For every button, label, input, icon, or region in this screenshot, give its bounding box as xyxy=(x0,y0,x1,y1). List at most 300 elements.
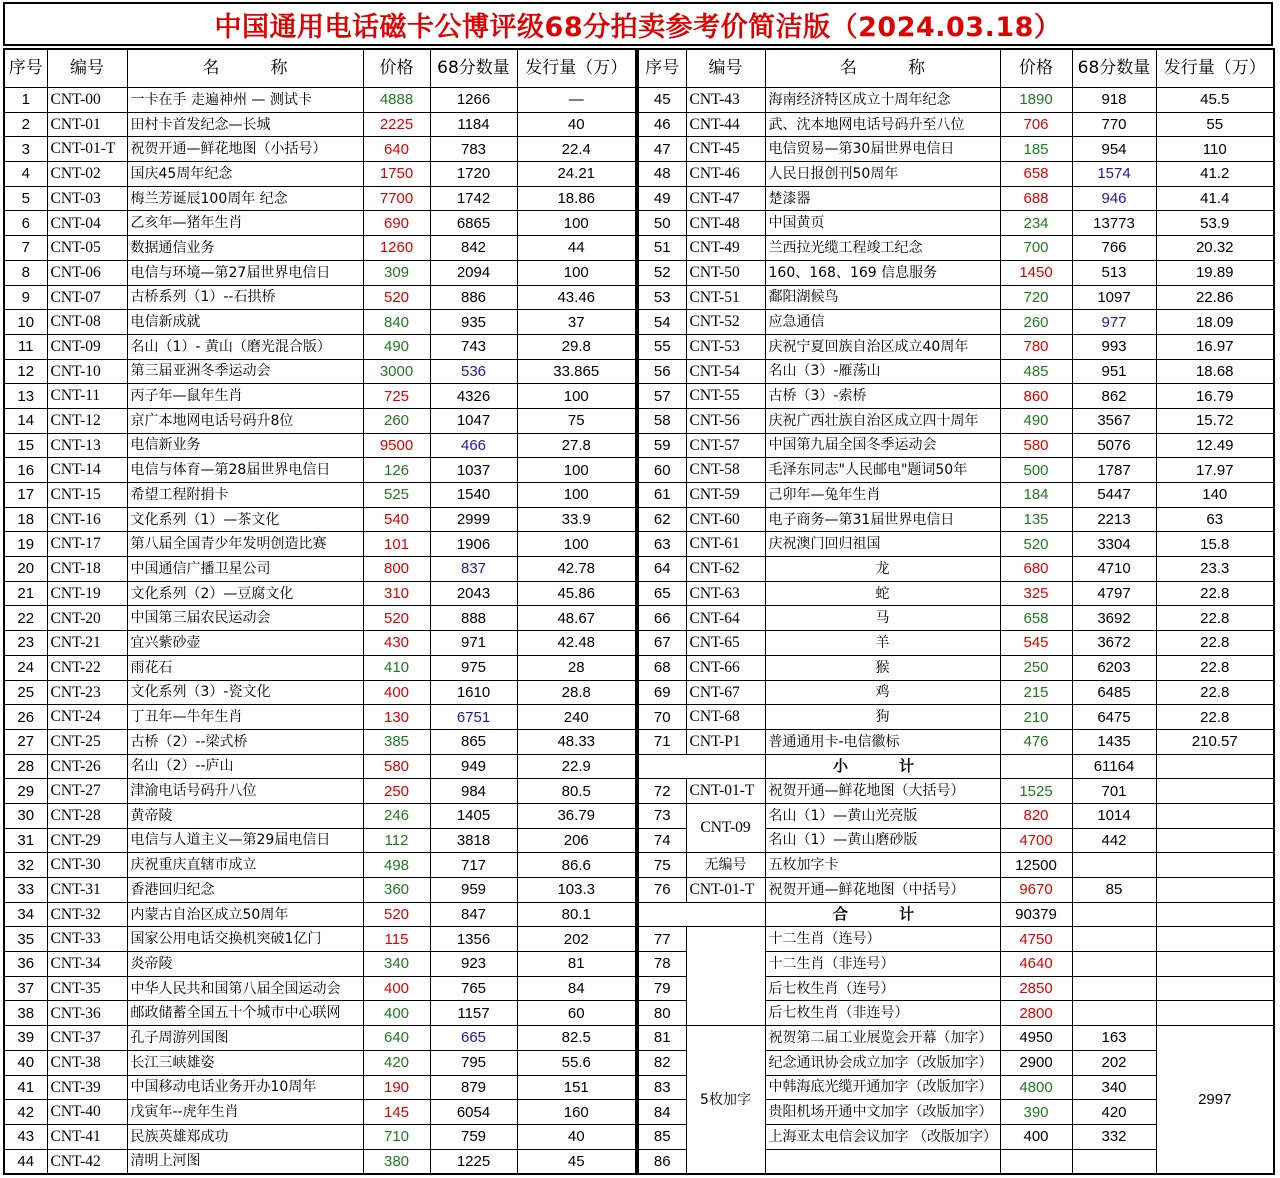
seq-cell: 47 xyxy=(638,137,686,162)
table-row xyxy=(638,260,1274,285)
code-cell: CNT-28 xyxy=(47,803,127,828)
total-row xyxy=(638,902,1274,927)
qty-cell: 717 xyxy=(430,853,517,878)
code-cell: CNT-58 xyxy=(686,458,765,483)
header-code: 编号 xyxy=(47,49,127,88)
price-cell: 1525 xyxy=(1000,779,1072,804)
name-cell: 后七枚生肖（连号） xyxy=(765,976,1000,1001)
price-cell: 640 xyxy=(363,137,430,162)
code-cell: CNT-01-T xyxy=(686,779,765,804)
code-cell: CNT-13 xyxy=(47,433,127,458)
name-cell: 应急通信 xyxy=(765,310,1000,335)
name-cell: 乙亥年—猪年生肖 xyxy=(127,211,363,236)
name-cell: 名山（3）-雁荡山 xyxy=(765,359,1000,384)
code-cell: CNT-65 xyxy=(686,631,765,656)
issue-cell: 240 xyxy=(517,705,636,730)
issue-cell: 140 xyxy=(1156,483,1274,508)
price-cell: 1450 xyxy=(1000,260,1072,285)
table-row xyxy=(4,211,636,236)
price-cell: 658 xyxy=(1000,162,1072,187)
qty-cell: 3567 xyxy=(1072,408,1156,433)
code-cell: CNT-23 xyxy=(47,680,127,705)
seq-cell: 18 xyxy=(4,507,47,532)
seq-cell: 10 xyxy=(4,310,47,335)
code-cell: CNT-33 xyxy=(47,927,127,952)
name-cell: 庆祝澳门回归祖国 xyxy=(765,532,1000,557)
price-cell: 145 xyxy=(363,1100,430,1125)
qty-cell: 993 xyxy=(1072,334,1156,359)
issue-cell: 12.49 xyxy=(1156,433,1274,458)
seq-cell: 82 xyxy=(638,1050,686,1075)
name-cell: 庆祝重庆直辖市成立 xyxy=(127,853,363,878)
table-row xyxy=(4,581,636,606)
issue-cell: 28.8 xyxy=(517,680,636,705)
set-issue-total: 2997 xyxy=(1156,1026,1274,1175)
name-cell: 祝贺开通—鲜花地图（中括号） xyxy=(765,878,1000,903)
code-cell: CNT-02 xyxy=(47,162,127,187)
issue-cell xyxy=(1156,1001,1274,1026)
name-cell: 文化系列（2）—豆腐文化 xyxy=(127,581,363,606)
table-row xyxy=(638,779,1274,804)
issue-cell: 22.4 xyxy=(517,137,636,162)
qty-cell: 85 xyxy=(1072,878,1156,903)
issue-cell: 15.72 xyxy=(1156,408,1274,433)
seq-cell: 71 xyxy=(638,729,686,754)
price-cell: 112 xyxy=(363,828,430,853)
issue-cell: 42.48 xyxy=(517,631,636,656)
header-issue: 发行量（万） xyxy=(1156,49,1274,88)
name-cell: 龙 xyxy=(765,557,1000,582)
seq-cell: 41 xyxy=(4,1075,47,1100)
name-cell: 名山（1）- 黄山（磨光混合版） xyxy=(127,334,363,359)
total-qty: 90379 xyxy=(1000,902,1072,927)
issue-cell: 22.8 xyxy=(1156,705,1274,730)
table-row xyxy=(4,557,636,582)
qty-cell xyxy=(1072,952,1156,977)
seq-cell: 80 xyxy=(638,1001,686,1026)
qty-cell: 847 xyxy=(430,902,517,927)
name-cell: 孔子周游列国图 xyxy=(127,1026,363,1051)
name-cell: 普通通用卡-电信徽标 xyxy=(765,729,1000,754)
seq-cell: 17 xyxy=(4,483,47,508)
price-cell: 115 xyxy=(363,927,430,952)
issue-cell: 100 xyxy=(517,458,636,483)
code-cell: CNT-01 xyxy=(47,112,127,137)
qty-cell: 946 xyxy=(1072,186,1156,211)
qty-cell: 879 xyxy=(430,1075,517,1100)
price-cell: 210 xyxy=(1000,705,1072,730)
qty-cell: 13773 xyxy=(1072,211,1156,236)
name-cell: 电信贸易—第30届世界电信日 xyxy=(765,137,1000,162)
code-cell: CNT-40 xyxy=(47,1100,127,1125)
code-cell: CNT-53 xyxy=(686,334,765,359)
seq-cell: 13 xyxy=(4,384,47,409)
name-cell: 中国黄页 xyxy=(765,211,1000,236)
table-row xyxy=(4,927,636,952)
table-row xyxy=(4,1149,636,1174)
name-cell: 黄帝陵 xyxy=(127,803,363,828)
price-cell: 540 xyxy=(363,507,430,532)
table-row xyxy=(638,458,1274,483)
header-qty68: 68分数量 xyxy=(1072,49,1156,88)
seq-cell: 63 xyxy=(638,532,686,557)
price-cell: 9500 xyxy=(363,433,430,458)
code-cell: CNT-61 xyxy=(686,532,765,557)
qty-cell: 3304 xyxy=(1072,532,1156,557)
name-cell: 清明上河图 xyxy=(127,1149,363,1174)
table-row xyxy=(4,902,636,927)
issue-cell: 40 xyxy=(517,112,636,137)
price-cell: 2800 xyxy=(1000,1001,1072,1026)
qty-cell xyxy=(1072,1149,1156,1174)
price-cell: 260 xyxy=(1000,310,1072,335)
table-row xyxy=(4,1050,636,1075)
table-row xyxy=(4,236,636,261)
code-cell: CNT-18 xyxy=(47,557,127,582)
name-cell: 数据通信业务 xyxy=(127,236,363,261)
qty-cell: 466 xyxy=(430,433,517,458)
code-cell: CNT-01-T xyxy=(47,137,127,162)
seq-cell: 62 xyxy=(638,507,686,532)
price-cell: 2900 xyxy=(1000,1050,1072,1075)
qty-cell: 2999 xyxy=(430,507,517,532)
seq-cell: 37 xyxy=(4,976,47,1001)
table-row xyxy=(4,1100,636,1125)
code-cell: CNT-09 xyxy=(686,803,765,852)
qty-cell: 795 xyxy=(430,1050,517,1075)
name-cell: 名山（2）--庐山 xyxy=(127,754,363,779)
table-row xyxy=(4,260,636,285)
seq-cell: 38 xyxy=(4,1001,47,1026)
price-cell: 250 xyxy=(363,779,430,804)
issue-cell: 40 xyxy=(517,1124,636,1149)
seq-cell: 31 xyxy=(4,828,47,853)
code-cell: CNT-59 xyxy=(686,483,765,508)
qty-cell: 959 xyxy=(430,878,517,903)
qty-cell: 3672 xyxy=(1072,631,1156,656)
table-row xyxy=(4,779,636,804)
code-cell: CNT-31 xyxy=(47,878,127,903)
table-row xyxy=(638,186,1274,211)
issue-cell: 53.9 xyxy=(1156,211,1274,236)
total-label: 合 计 xyxy=(765,902,1000,927)
name-cell: 十二生肖（连号） xyxy=(765,927,1000,952)
price-cell: 185 xyxy=(1000,137,1072,162)
qty-cell: 766 xyxy=(1072,236,1156,261)
issue-cell: 20.32 xyxy=(1156,236,1274,261)
right-table-body xyxy=(638,88,1274,1175)
issue-cell: 36.79 xyxy=(517,803,636,828)
name-cell: 国庆45周年纪念 xyxy=(127,162,363,187)
issue-cell: 27.8 xyxy=(517,433,636,458)
price-cell: 309 xyxy=(363,260,430,285)
page-title: 中国通用电话磁卡公博评级68分拍卖参考价简洁版（2024.03.18） xyxy=(3,2,1273,46)
code-cell: CNT-49 xyxy=(686,236,765,261)
header-seq: 序号 xyxy=(4,49,47,88)
qty-cell: 6203 xyxy=(1072,655,1156,680)
name-cell: 庆祝广西壮族自治区成立四十周年 xyxy=(765,408,1000,433)
price-cell: 7700 xyxy=(363,186,430,211)
header-price: 价格 xyxy=(363,49,430,88)
code-cell: CNT-03 xyxy=(47,186,127,211)
qty-cell: 2043 xyxy=(430,581,517,606)
issue-cell: 100 xyxy=(517,532,636,557)
qty-cell: 975 xyxy=(430,655,517,680)
seq-cell: 26 xyxy=(4,705,47,730)
price-cell: 250 xyxy=(1000,655,1072,680)
table-row xyxy=(4,729,636,754)
seq-cell: 46 xyxy=(638,112,686,137)
qty-cell: 886 xyxy=(430,285,517,310)
table-row xyxy=(638,408,1274,433)
code-cell: CNT-66 xyxy=(686,655,765,680)
code-cell: CNT-43 xyxy=(686,88,765,113)
table-row xyxy=(4,433,636,458)
code-cell: CNT-51 xyxy=(686,285,765,310)
table-row xyxy=(4,631,636,656)
qty-cell: 971 xyxy=(430,631,517,656)
price-cell: 184 xyxy=(1000,483,1072,508)
qty-cell: 3818 xyxy=(430,828,517,853)
issue-cell: — xyxy=(517,88,636,113)
qty-cell: 340 xyxy=(1072,1075,1156,1100)
qty-cell: 1540 xyxy=(430,483,517,508)
price-cell: 4800 xyxy=(1000,1075,1072,1100)
code-cell: CNT-37 xyxy=(47,1026,127,1051)
issue-cell xyxy=(1156,803,1274,828)
qty-cell: 918 xyxy=(1072,88,1156,113)
price-cell: 580 xyxy=(1000,433,1072,458)
name-cell: 蛇 xyxy=(765,581,1000,606)
seq-cell: 34 xyxy=(4,902,47,927)
qty-cell: 1720 xyxy=(430,162,517,187)
subtotal-blank-issue xyxy=(1156,754,1274,779)
name-cell: 田村卡首发纪念—长城 xyxy=(127,112,363,137)
name-cell: 电信与环境—第27届世界电信日 xyxy=(127,260,363,285)
seq-cell: 84 xyxy=(638,1100,686,1125)
qty-cell xyxy=(1072,927,1156,952)
name-cell: 梅兰芳诞辰100周年 纪念 xyxy=(127,186,363,211)
qty-cell: 1356 xyxy=(430,927,517,952)
price-cell: 700 xyxy=(1000,236,1072,261)
issue-cell: 100 xyxy=(517,260,636,285)
name-cell: 丁丑年—牛年生肖 xyxy=(127,705,363,730)
price-cell: 688 xyxy=(1000,186,1072,211)
seq-cell: 25 xyxy=(4,680,47,705)
price-cell: 400 xyxy=(363,680,430,705)
seq-cell: 14 xyxy=(4,408,47,433)
table-row xyxy=(638,112,1274,137)
qty-cell: 1047 xyxy=(430,408,517,433)
name-cell: 兰西拉光缆工程竣工纪念 xyxy=(765,236,1000,261)
qty-cell: 4326 xyxy=(430,384,517,409)
seq-cell: 75 xyxy=(638,853,686,878)
seq-cell: 12 xyxy=(4,359,47,384)
qty-cell: 743 xyxy=(430,334,517,359)
qty-cell: 1574 xyxy=(1072,162,1156,187)
name-cell: 160、168、169 信息服务 xyxy=(765,260,1000,285)
issue-cell: 41.4 xyxy=(1156,186,1274,211)
issue-cell: 80.5 xyxy=(517,779,636,804)
qty-cell: 1184 xyxy=(430,112,517,137)
issue-cell: 202 xyxy=(517,927,636,952)
price-cell: 260 xyxy=(363,408,430,433)
name-cell: 雨花石 xyxy=(127,655,363,680)
seq-cell: 61 xyxy=(638,483,686,508)
seq-cell: 9 xyxy=(4,285,47,310)
qty-cell: 513 xyxy=(1072,260,1156,285)
issue-cell: 18.86 xyxy=(517,186,636,211)
issue-cell: 151 xyxy=(517,1075,636,1100)
qty-cell: 1610 xyxy=(430,680,517,705)
name-cell: 五枚加字卡 xyxy=(765,853,1000,878)
seq-cell: 53 xyxy=(638,285,686,310)
code-cell: CNT-52 xyxy=(686,310,765,335)
seq-cell: 83 xyxy=(638,1075,686,1100)
name-cell: 炎帝陵 xyxy=(127,952,363,977)
price-cell: 410 xyxy=(363,655,430,680)
price-cell: 520 xyxy=(1000,532,1072,557)
table-row xyxy=(638,581,1274,606)
price-cell: 400 xyxy=(363,976,430,1001)
code-cell: CNT-20 xyxy=(47,606,127,631)
subtotal-row xyxy=(638,754,1274,779)
table-row xyxy=(638,631,1274,656)
seq-cell: 54 xyxy=(638,310,686,335)
name-cell: 电子商务—第31届世界电信日 xyxy=(765,507,1000,532)
qty-cell: 1266 xyxy=(430,88,517,113)
name-cell: 文化系列（1）—茶文化 xyxy=(127,507,363,532)
issue-cell: 63 xyxy=(1156,507,1274,532)
issue-cell: 37 xyxy=(517,310,636,335)
code-cell: CNT-09 xyxy=(47,334,127,359)
qty-cell: 765 xyxy=(430,976,517,1001)
price-cell: 710 xyxy=(363,1124,430,1149)
seq-cell: 23 xyxy=(4,631,47,656)
seq-cell: 51 xyxy=(638,236,686,261)
qty-cell: 770 xyxy=(1072,112,1156,137)
name-cell: 电信与人道主义—第29届电信日 xyxy=(127,828,363,853)
seq-cell: 16 xyxy=(4,458,47,483)
code-cell: CNT-60 xyxy=(686,507,765,532)
right-price-table xyxy=(637,48,1275,1175)
code-cell: CNT-55 xyxy=(686,384,765,409)
seq-cell: 28 xyxy=(4,754,47,779)
issue-cell: 22.9 xyxy=(517,754,636,779)
name-cell: 狗 xyxy=(765,705,1000,730)
qty-cell: 1405 xyxy=(430,803,517,828)
seq-cell: 24 xyxy=(4,655,47,680)
name-cell: 希望工程附捐卡 xyxy=(127,483,363,508)
table-row xyxy=(638,359,1274,384)
code-cell: CNT-26 xyxy=(47,754,127,779)
name-cell xyxy=(765,1149,1000,1174)
seq-cell: 77 xyxy=(638,927,686,952)
name-cell: 己卯年—兔年生肖 xyxy=(765,483,1000,508)
price-cell: 680 xyxy=(1000,557,1072,582)
qty-cell: 1906 xyxy=(430,532,517,557)
qty-cell: 1037 xyxy=(430,458,517,483)
price-cell: 234 xyxy=(1000,211,1072,236)
price-cell: 380 xyxy=(363,1149,430,1174)
name-cell: 中国移动电话业务开办10周年 xyxy=(127,1075,363,1100)
seq-cell: 85 xyxy=(638,1124,686,1149)
name-cell: 民族英雄郑成功 xyxy=(127,1124,363,1149)
issue-cell xyxy=(1156,952,1274,977)
table-row xyxy=(638,211,1274,236)
table-row xyxy=(638,606,1274,631)
table-row xyxy=(638,853,1274,878)
left-table-body xyxy=(4,88,636,1175)
price-cell: 385 xyxy=(363,729,430,754)
name-cell: 戊寅年--虎年生肖 xyxy=(127,1100,363,1125)
issue-cell: 103.3 xyxy=(517,878,636,903)
seq-cell: 44 xyxy=(4,1149,47,1174)
issue-cell: 84 xyxy=(517,976,636,1001)
seq-cell: 33 xyxy=(4,878,47,903)
name-cell: 海南经济特区成立十周年纪念 xyxy=(765,88,1000,113)
code-cell: CNT-05 xyxy=(47,236,127,261)
code-cell: CNT-22 xyxy=(47,655,127,680)
qty-cell: 1225 xyxy=(430,1149,517,1174)
qty-cell: 6485 xyxy=(1072,680,1156,705)
price-cell: 2850 xyxy=(1000,976,1072,1001)
issue-cell xyxy=(1156,779,1274,804)
issue-cell: 15.8 xyxy=(1156,532,1274,557)
issue-cell: 22.8 xyxy=(1156,581,1274,606)
seq-cell: 1 xyxy=(4,88,47,113)
table-row xyxy=(638,507,1274,532)
name-cell: 羊 xyxy=(765,631,1000,656)
code-cell: CNT-34 xyxy=(47,952,127,977)
issue-cell xyxy=(1156,878,1274,903)
name-cell: 鸡 xyxy=(765,680,1000,705)
code-cell: CNT-64 xyxy=(686,606,765,631)
table-row xyxy=(4,853,636,878)
code-cell: CNT-62 xyxy=(686,557,765,582)
issue-cell: 44 xyxy=(517,236,636,261)
issue-cell: 17.97 xyxy=(1156,458,1274,483)
code-cell: CNT-39 xyxy=(47,1075,127,1100)
name-cell: 名山（1）—黄山磨砂版 xyxy=(765,828,1000,853)
name-cell: 京广本地网电话号码升8位 xyxy=(127,408,363,433)
seq-cell: 39 xyxy=(4,1026,47,1051)
name-cell: 纪念通讯协会成立加字（改版加字） xyxy=(765,1050,1000,1075)
seq-cell: 64 xyxy=(638,557,686,582)
name-cell: 电信与体育—第28届世界电信日 xyxy=(127,458,363,483)
code-cell: CNT-24 xyxy=(47,705,127,730)
issue-cell: 100 xyxy=(517,384,636,409)
code-cell: CNT-14 xyxy=(47,458,127,483)
seq-cell: 21 xyxy=(4,581,47,606)
issue-cell xyxy=(1156,853,1274,878)
price-cell: 430 xyxy=(363,631,430,656)
price-cell: 4700 xyxy=(1000,828,1072,853)
qty-cell xyxy=(1072,853,1156,878)
table-row xyxy=(638,557,1274,582)
table-row xyxy=(4,680,636,705)
price-cell: 520 xyxy=(363,606,430,631)
table-row xyxy=(4,359,636,384)
price-cell: 1890 xyxy=(1000,88,1072,113)
price-cell: 4950 xyxy=(1000,1026,1072,1051)
code-cell: CNT-29 xyxy=(47,828,127,853)
code-cell: CNT-46 xyxy=(686,162,765,187)
qty-cell: 1097 xyxy=(1072,285,1156,310)
subtotal-blank xyxy=(638,754,765,779)
issue-cell: 48.67 xyxy=(517,606,636,631)
code-cell: CNT-44 xyxy=(686,112,765,137)
